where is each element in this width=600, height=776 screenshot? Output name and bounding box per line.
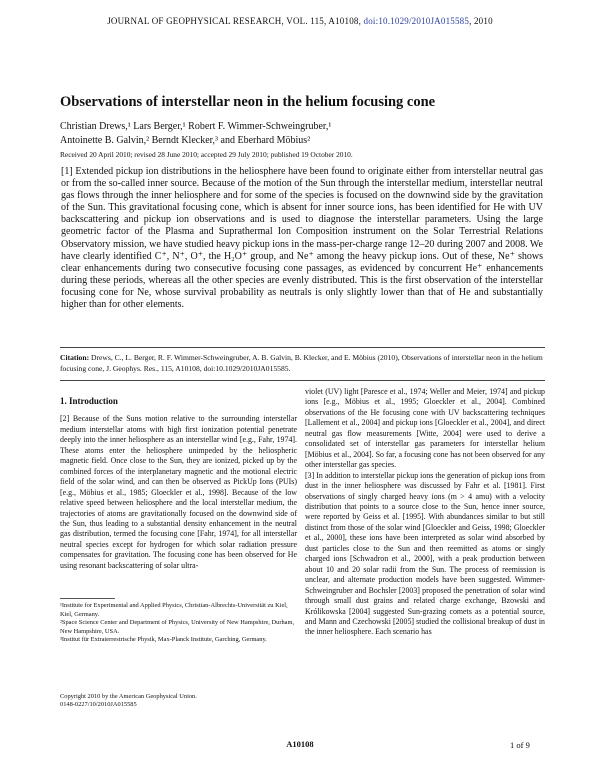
left-column xyxy=(60,396,297,571)
citation-text: Drews, C., L. Berger, R. F. Wimmer-Schweingruber, A. B. Galvin, B. Klecker, and E. Möbius (2010), Observations of interstellar neon in the helium focusing cone, J. Geophys. Res., 115, A10108, doi:10.1029/2010JA015585. xyxy=(60,353,543,373)
citation xyxy=(60,353,544,374)
journal-name: JOURNAL OF GEOPHYSICAL RESEARCH, VOL. 115, A10108, xyxy=(107,16,364,26)
running-head xyxy=(0,16,600,26)
copyright-notice xyxy=(60,693,297,710)
footnote-divider xyxy=(60,598,115,599)
issn-line: 0148-0227/10/2010JA015585 xyxy=(60,701,137,709)
right-column xyxy=(305,387,545,638)
paper-title: Observations of interstellar neon in the helium focusing cone xyxy=(60,94,436,110)
authors-line-1: Christian Drews,¹ Lars Berger,¹ Robert F. Wimmer-Schweingruber,¹ xyxy=(60,121,332,132)
authors-line-2: Antoinette B. Galvin,² Berndt Klecker,³ and Eberhard Möbius² xyxy=(60,135,311,146)
copyright-line: Copyright 2010 by the American Geophysical Union. xyxy=(60,693,197,700)
header-year: , 2010 xyxy=(469,16,493,26)
footnote-3: ³Institut für Extraterrestrische Physik, Max-Planck Institute, Garching, Germany. xyxy=(60,636,267,644)
paragraph-3: [3] In addition to interstellar pickup ions the generation of pickup ions from dust in the inner heliosphere was discussed by Fahr et al. [1981]. First observations of singly charged heavy ions (m > 4 amu) with a velocity distribution that points to a source close to the Sun, hence inner source, were reported by Geiss et al. [1995]. With abundances similar to but still distinct from those of the solar wind [Gloeckler and Geiss, 1998; Gloeckler et al., 2000], these ions have been interpreted as solar wind absorbed by dust particles close to the Sun and then reemitted as atoms or singly charged ions [Schwadron et al., 2000], with a peak production between about 10 and 20 solar radii from the Sun. The process of reemission is unclear, and alternate production models have been suggested. Wimmer-Schweingruber and Bochsler [2003] proposed the penetration of solar wind through small dust grains and related charge exchange, Bzowski and Królikowska [2004] suggested Sun-grazing comets as a potential source, and Mann and Czechowski [2005] studied the collisional breakup of dust in the inner heliosphere. Each scenario has xyxy=(305,470,545,637)
footnote-1: ¹Institute for Experimental and Applied Physics, Christian-Albrechts-Universität zu Kiel, Kiel, Germany. xyxy=(60,602,288,618)
abstract: [1] Extended pickup ion distributions in the heliosphere have been found to originate either from interstellar neutral gas or from the so-called inner source. Because of the motion of the Sun through the interstellar medium, interstellar neutral gas flows through the inner heliosphere and for some of the species is focused on the downwind side by the gravitation of the Sun. This gravitational focusing cone, which is absent for inner source ions, has been identified for He with UV backscattering and pickup ion observations and is used to diagnose the interstellar parameters. Using the large geometric factor of the Plasma and Suprathermal Ion Composition instrument on the Solar Terrestrial Relations Observatory mission, we have studied heavy pickup ions in the mass-per-charge range 12–20 during 2007 and 2008. We have clearly identified C⁺, N⁺, O⁺, the H₂O⁺ group, and Ne⁺ among the heavy pickup ions. Out of these, Ne⁺ shows clear enhancements during two consecutive focusing cone passages, as evidenced by concurrent He⁺ enhancements during these periods, whereas all the other species are evenly distributed. This is the first observation of the interstellar focusing cone for Ne, whose survival probability as neutrals is only slightly lower than that of He and substantially higher than for other elements. xyxy=(61,166,543,311)
doi-link[interactable]: doi:10.1029/2010JA015585 xyxy=(363,16,470,26)
citation-divider xyxy=(60,347,545,348)
affiliation-footnotes xyxy=(60,602,297,645)
paragraph-2: [2] Because of the Suns motion relative to the surrounding interstellar medium interstellar atoms with high first ionization potential penetrate deeply into the inner heliosphere as an interstellar wind [e.g., Fahr, 1974]. These atoms enter the heliosphere unimpeded by the heliospheric magnetic field. Once close to the Sun, they are ionized, picked up by the combined forces of the interplanetary magnetic and the motional electric field of the solar wind, and can then be observed as PickUp Ions (PUIs) [e.g., Möbius et al., 1985; Gloeckler et al., 1998]. Because of the low relative speed between heliosphere and the local interstellar medium, the trajectories of atoms are gravitationally focused on the downwind side of the Sun, thus leading to a substantial density enhancement in the neutral gas distribution, termed the focusing cone [Fahr, 1974], for all interstellar neutral species except for hydrogen for which solar radiation pressure compensates for gravitation. The focusing cone has been observed for He using resonant backscattering of solar ultra- xyxy=(60,414,297,570)
footnote-2: ²Space Science Center and Department of Physics, University of New Hampshire, Durham, New Hampshire, USA. xyxy=(60,619,295,635)
section-heading-introduction: 1. Introduction xyxy=(60,396,118,406)
author-list xyxy=(60,120,331,148)
citation-label: Citation: xyxy=(60,353,90,362)
received-dates: Received 20 April 2010; revised 28 June 2010; accepted 29 July 2010; published 19 October 2010. xyxy=(60,150,353,159)
page-number: 1 of 9 xyxy=(510,740,530,750)
paragraph-2-continued: violet (UV) light [Paresce et al., 1974; Weller and Meier, 1974] and pickup ions [e.g., Möbius et al., 1995; Gloeckler et al., 2004]. Combined observations of the He focusing cone with UV backscattering techniques [Lallement et al., 2004] and pickup ions [Gloeckler et al., 2004], and direct neutral gas flow measurements [Witte, 2004] were used to derive a consolidated set of interstellar gas parameters for interstellar helium [Möbius et al., 2004]. So far, a focusing cone has not been observed for any other interstellar gas species. xyxy=(305,387,545,470)
article-id-footer: A10108 xyxy=(286,739,314,749)
citation-divider-bottom xyxy=(60,380,545,381)
